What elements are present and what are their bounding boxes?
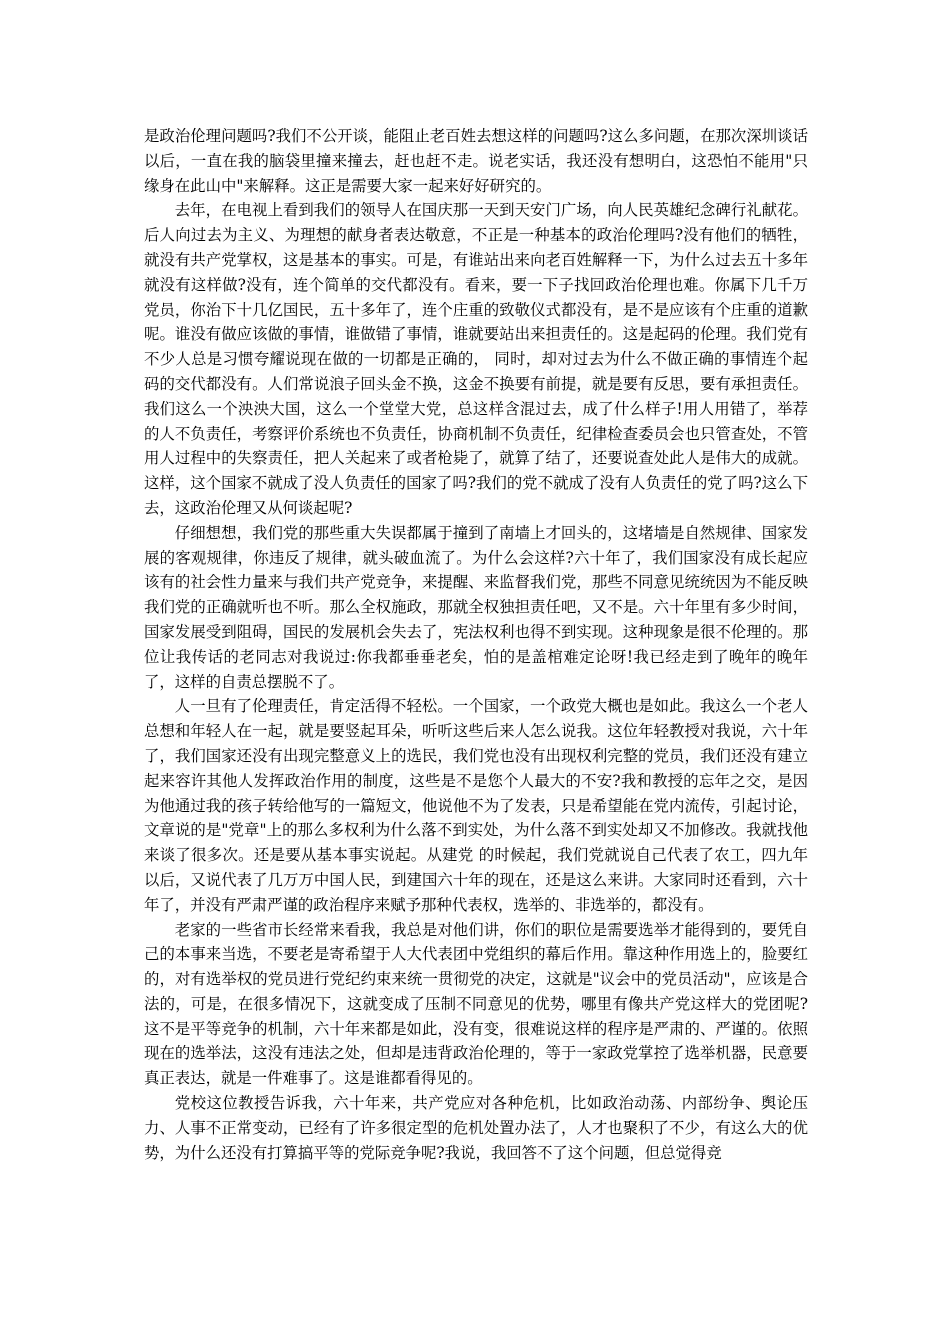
paragraph-2: 去年，在电视上看到我们的领导人在国庆那一天到天安门广场，向人民英雄纪念碑行礼献花。后人向过去为主义、为理想的献身者表达敬意，不正是一种基本的政治伦理吗?没有他们的牺牲，就没有共产党掌权，这是基本的事实。可是，有谁站出来向老百姓解释一下，为什么过去五十多年就没有这样做?没有，连个简单的交代都没有。看来，要一下子找回政治伦理也难。你属下几千万党员，你治下十几亿国民，五十多年了，连个庄重的致敬仪式都没有，是不是应该有个庄重的道歉呢。谁没有做应该做的事情，谁做错了事情，谁就要站出来担责任的。这是起码的伦理。我们党有不少人总是习惯夸耀说现在做的一切都是正确的， 同时，却对过去为什么不做正确的事情连个起码的交代都没有。人们常说浪子回头金不换，这金不换要有前提，就是要有反思，要有承担责任。我们这么一个泱泱大国，这么一个堂堂大党，总这样含混过去，成了什么样子!用人用错了，举荐的人不负责任，考察评价系统也不负责任，协商机制不负责任，纪律检查委员会也只管查处，不管用人过程中的失察责任，把人关起来了或者枪毙了，就算了结了，还要说查处此人是伟大的成就。这样，这个国家不就成了没人负责任的国家了吗?我们的党不就成了没有人负责任的党了吗?这么下去，这政治伦理又从何谈起呢?	[144, 201, 808, 517]
paragraph-6: 党校这位教授告诉我，六十年来，共产党应对各种危机，比如政治动荡、内部纷争、舆论压力、人事不正常变动，已经有了许多很定型的危机处置办法了，人才也聚积了不少，有这么大的优势，为什么还没有打算搞平等的党际竞争呢?我说，我回答不了这个问题，但总觉得竞	[144, 1094, 808, 1162]
paragraph-3: 仔细想想，我们党的那些重大失误都属于撞到了南墙上才回头的，这堵墙是自然规律、国家发展的客观规律，你违反了规律，就头破血流了。为什么会这样?六十年了，我们国家没有成长起应该有的社会性力量来与我们共产党竞争，来提醒、来监督我们党，那些不同意见统统因为不能反映我们党的正确就听也不听。那么全权施政，那就全权独担责任吧，又不是。六十年里有多少时间，国家发展受到阻碍，国民的发展机会失去了，宪法权利也得不到实现。这种现象是很不伦理的。那位让我传话的老同志对我说过:你我都垂垂老矣，怕的是盖棺难定论呀!我已经走到了晚年的晚年了，这样的自责总摆脱不了。	[144, 523, 808, 691]
document-page	[144, 124, 808, 1165]
paragraph-5: 老家的一些省市长经常来看我，我总是对他们讲，你们的职位是需要选举才能得到的，要凭自己的本事来当选，不要老是寄希望于人大代表团中党组织的幕后作用。靠这种作用选上的，脸要红的，对有选举权的党员进行党纪约束来统一贯彻党的决定，这就是"议会中的党员活动"，应该是合法的，可是，在很多情况下，这就变成了压制不同意见的优势，哪里有像共产党这样大的党团呢?这不是平等竞争的机制，六十年来都是如此，没有变，很难说这样的程序是严肃的、严谨的。依照现在的选举法，这没有违法之处，但却是违背政治伦理的，等于一家政党掌控了选举机器，民意要真正表达，就是一件难事了。这是谁都看得见的。	[144, 920, 808, 1088]
paragraph-1: 是政治伦理问题吗?我们不公开谈，能阻止老百姓去想这样的问题吗?这么多问题，在那次深圳谈话以后，一直在我的脑袋里撞来撞去，赶也赶不走。说老实话，我还没有想明白，这恐怕不能用"只缘身在此山中"来解释。这正是需要大家一起来好好研究的。	[144, 127, 808, 195]
paragraph-4: 人一旦有了伦理责任，肯定活得不轻松。一个国家，一个政党大概也是如此。我这么一个老人总想和年轻人在一起，就是要竖起耳朵，听听这些后来人怎么说我。这位年轻教授对我说，六十年了，我们国家还没有出现完整意义上的选民，我们党也没有出现权利完整的党员，我们还没有建立起来容许其他人发挥政治作用的制度，这些是不是您个人最大的不安?我和教授的忘年之交，是因为他通过我的孩子转给他写的一篇短文，他说他不为了发表，只是希望能在党内流传，引起讨论，文章说的是"党章"上的那么多权利为什么落不到实处，为什么落不到实处却又不加修改。我就找他来谈了很多次。还是要从基本事实说起。从建党 的时候起，我们党就说自己代表了农工，四九年以后，又说代表了几万万中国人民，到建国六十年的现在，还是这么来讲。大家同时还看到，六十年了，并没有严肃严谨的政治程序来赋予那种代表权，选举的、非选举的，都没有。	[144, 697, 808, 914]
